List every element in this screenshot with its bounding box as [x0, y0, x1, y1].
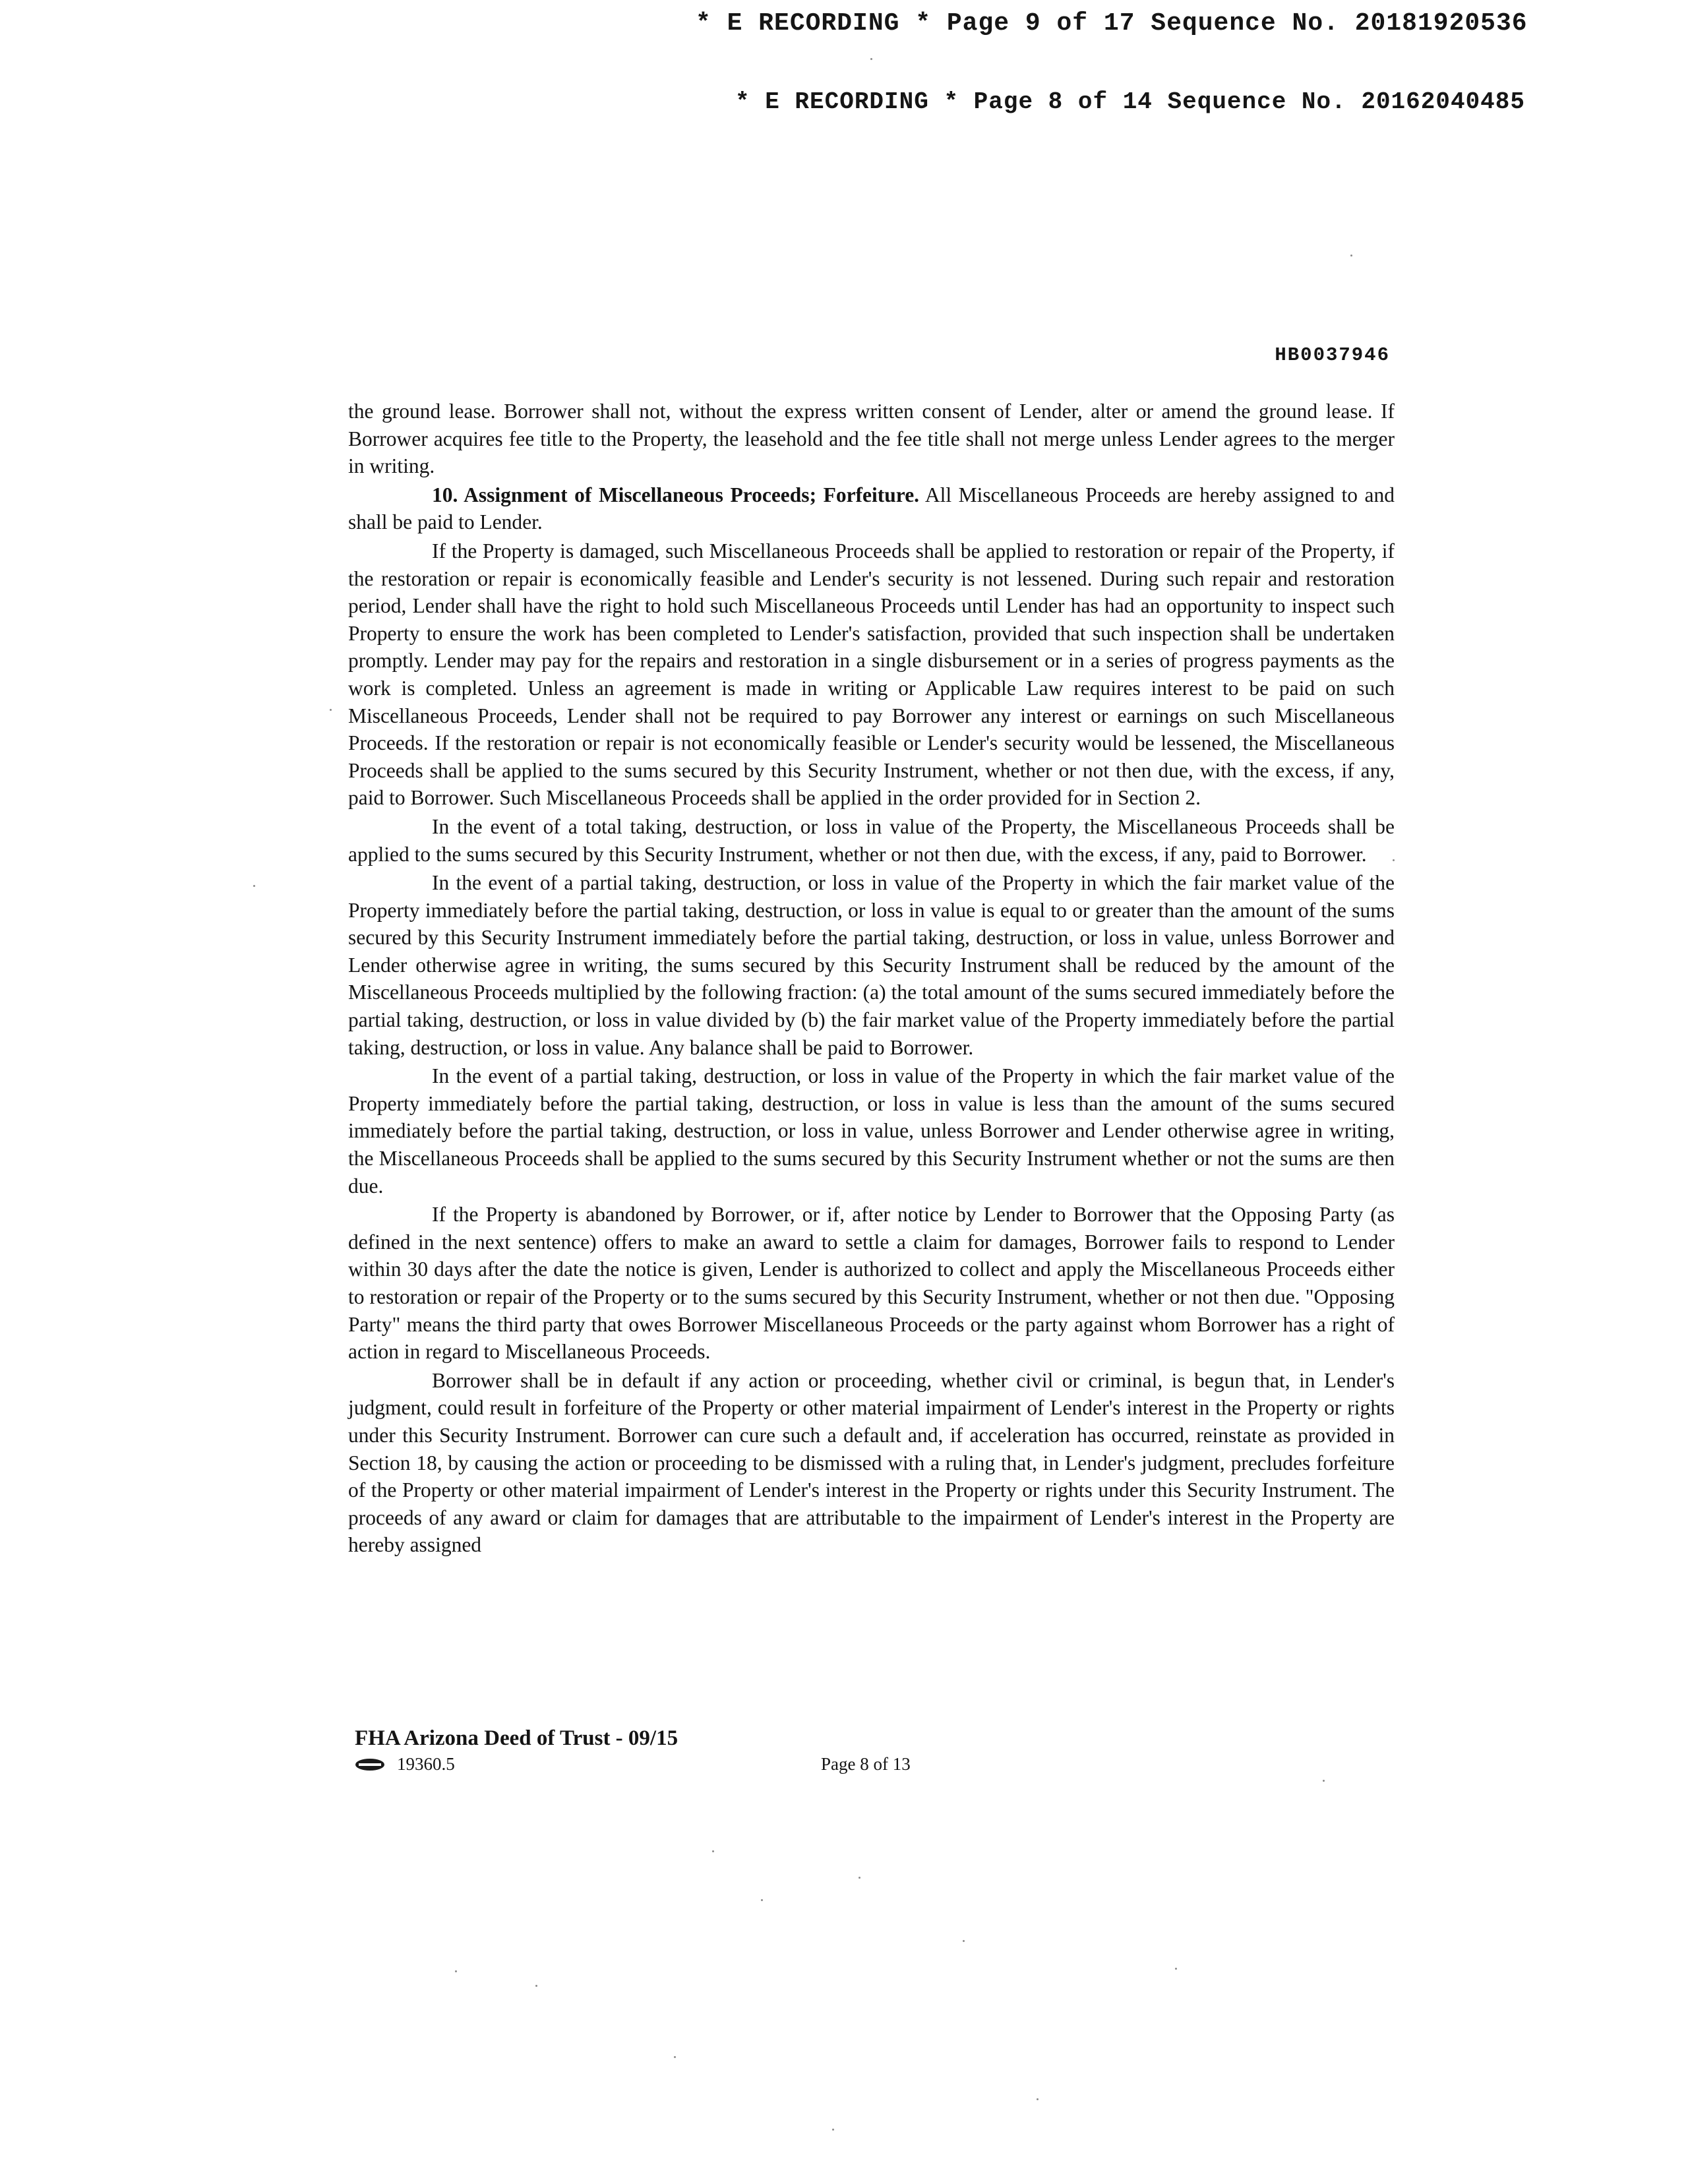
recording-stamp-current: * E RECORDING * Page 9 of 17 Sequence No. 20181920536	[696, 9, 1528, 38]
footer-page-label: Page 8 of 13	[821, 1754, 911, 1774]
paragraph-section-10	[348, 481, 1395, 536]
scan-speck	[832, 2129, 834, 2131]
document-body	[348, 398, 1395, 1560]
footer-form-title: FHA Arizona Deed of Trust - 09/15	[355, 1726, 678, 1750]
recording-stamp-original: * E RECORDING * Page 8 of 14 Sequence No. 20162040485	[735, 88, 1525, 115]
vmp-logo-icon	[355, 1758, 385, 1771]
scan-speck	[253, 885, 255, 887]
paragraph-ground-lease: the ground lease. Borrower shall not, without the express written consent of Lender, alter or amend the ground lease. If Borrower acquires fee title to the Property, the leasehold and the fee title shall not merge unless Lender agrees to the merger in writing.	[348, 400, 1395, 478]
scan-speck	[712, 1850, 714, 1852]
scan-speck	[1037, 2098, 1039, 2100]
paragraph-partial-taking-less: In the event of a partial taking, destruction, or loss in value of the Property in which the fair market value of the Property immediately before the partial taking, destruction, or loss in value is less than the amount of the sums secured immediately before the partial taking, destruction, or loss in value, unless Borrower and Lender otherwise agree in writing, the Miscellaneous Proceeds shall be applied to the sums secured by this Security Instrument whether or not the sums are then due.	[348, 1064, 1395, 1198]
paragraph-abandoned: If the Property is abandoned by Borrower, or if, after notice by Lender to Borrower that the Opposing Party (as defined in the next sentence) offers to make an award to settle a claim for damages, Borrower fails to respond to Lender within 30 days after the date the notice is given, Lender is authorized to collect and apply the Miscellaneous Proceeds either to restoration or repair of the Property or to the sums secured by this Security Instrument, whether or not then due. "Opposing Party" means the third party that owes Borrower Miscellaneous Proceeds or the party against whom Borrower has a right of action in regard to Miscellaneous Proceeds.	[348, 1203, 1395, 1364]
section-10-heading: 10. Assignment of Miscellaneous Proceeds; Forfeiture.	[432, 483, 920, 506]
scan-speck	[1323, 1780, 1325, 1782]
form-number-text: 19360.5	[397, 1754, 455, 1774]
scan-speck	[455, 1970, 457, 1972]
scan-speck	[330, 709, 332, 711]
loan-number: HB0037946	[1275, 344, 1390, 366]
paragraph-default: Borrower shall be in default if any action or proceeding, whether civil or criminal, is begun that, in Lender's judgment, could result in forfeiture of the Property or other material impairment of Lender's interest in the Property or rights under this Security Instrument. Borrower can cure such a default and, if acceleration has occurred, reinstate as provided in Section 18, by causing the action or proceeding to be dismissed with a ruling that, in Lender's judgment, precludes forfeiture of the Property or other material impairment of Lender's interest in the Property or rights under this Security Instrument. The proceeds of any award or claim for damages that are attributable to the impairment of Lender's interest in the Property are hereby assigned	[348, 1368, 1395, 1557]
scan-speck	[535, 1985, 537, 1987]
scan-speck	[859, 1877, 860, 1879]
footer-form-number	[355, 1754, 455, 1774]
scan-speck	[674, 2056, 676, 2058]
paragraph-total-taking: In the event of a total taking, destruction, or loss in value of the Property, the Miscellaneous Proceeds shall be applied to the sums secured by this Security Instrument, whether or not then due, with the excess, if any, paid to Borrower.	[348, 814, 1395, 866]
scan-speck	[963, 1940, 965, 1942]
scan-speck	[1393, 859, 1395, 861]
scan-speck	[1350, 255, 1352, 257]
paragraph-partial-taking-greater: In the event of a partial taking, destruction, or loss in value of the Property in which the fair market value of the Property immediately before the partial taking, destruction, or loss in value is equal to or greater than the amount of the sums secured by this Security Instrument immediately before the partial taking, destruction, or loss in value, unless Borrower and Lender otherwise agree in writing, the sums secured by this Security Instrument shall be reduced by the amount of the Miscellaneous Proceeds multiplied by the following fraction: (a) the total amount of the sums secured immediately before the partial taking, destruction, or loss in value divided by (b) the fair market value of the Property immediately before the partial taking, destruction, or loss in value. Any balance shall be paid to Borrower.	[348, 871, 1395, 1059]
scan-speck	[870, 58, 872, 60]
paragraph-property-damaged: If the Property is damaged, such Miscellaneous Proceeds shall be applied to restoration or repair of the Property, if the restoration or repair is economically feasible and Lender's security is not lessened. During such repair and restoration period, Lender shall have the right to hold such Miscellaneous Proceeds until Lender has had an opportunity to inspect such Property to ensure the work has been completed to Lender's satisfaction, provided that such inspection shall be undertaken promptly. Lender may pay for the repairs and restoration in a single disbursement or in a series of progress payments as the work is completed. Unless an agreement is made in writing or Applicable Law requires interest to be paid on such Miscellaneous Proceeds, Lender shall not be required to pay Borrower any interest or earnings on such Miscellaneous Proceeds. If the restoration or repair is not economically feasible or Lender's security would be lessened, the Miscellaneous Proceeds shall be applied to the sums secured by this Security Instrument, whether or not then due, with the excess, if any, paid to Borrower. Such Miscellaneous Proceeds shall be applied in the order provided for in Section 2.	[348, 539, 1395, 810]
section-10-text: All Miscellaneous Proceeds are hereby assigned to and shall be paid to Lender.	[348, 483, 1395, 534]
scan-speck	[1175, 1968, 1177, 1970]
scan-speck	[761, 1899, 763, 1901]
